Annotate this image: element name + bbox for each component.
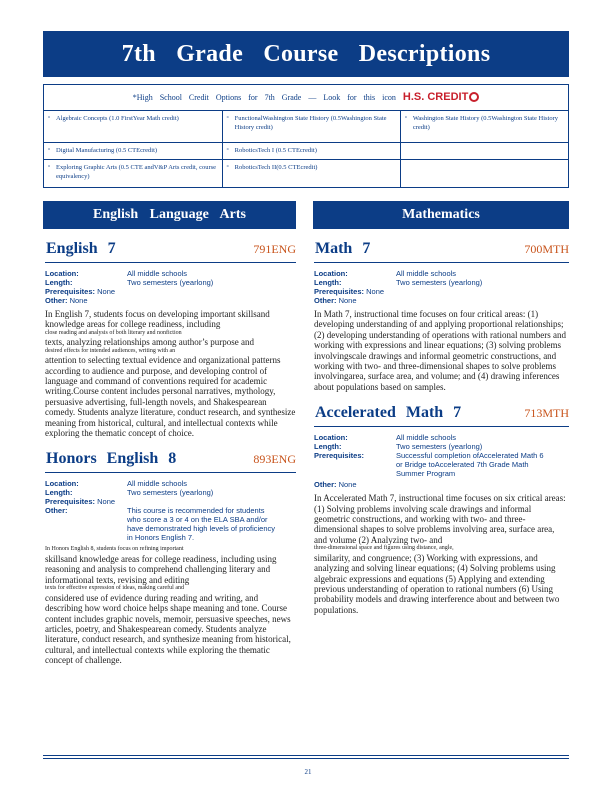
course-title-bar: [45, 442, 296, 473]
table-cell: ▫ RoboticsTech II(0.5 CTEcredit): [222, 159, 400, 187]
table-cell: [400, 142, 568, 159]
bullet-icon: ▫: [48, 146, 51, 153]
bullet-icon: ▫: [226, 163, 229, 170]
location-row: Location: All middle schools: [314, 269, 457, 278]
table-cell: ▫ Exploring Graphic Arts (0.5 CTE andV&P Arts credit, course equivalency): [44, 159, 222, 187]
bullet-icon: ▫: [226, 115, 229, 121]
course-code: 713MTH: [524, 406, 569, 421]
course-code: 893ENG: [253, 452, 296, 467]
course-description: [314, 493, 569, 615]
course-name: Honors English 8: [46, 450, 177, 468]
length-row: Length: Two semesters (yearlong): [45, 278, 214, 287]
course-code: 791ENG: [253, 242, 296, 256]
course-title-bar: [314, 396, 569, 427]
table-cell: ▫ RoboticsTech I (0.5 CTEcredit): [222, 142, 400, 159]
other-row: Other: None: [314, 296, 357, 305]
course-description: [45, 546, 296, 665]
course-code: 700MTH: [524, 242, 569, 256]
table-cell: ▫ Digital Manufacturing (0.5 CTEcredit): [44, 142, 222, 159]
credit-options-header: [44, 85, 568, 111]
location-row: Location: All middle schools: [45, 479, 188, 489]
description-small-text: three-dimensional space and figures using distance, angle,: [314, 545, 454, 552]
prereq-row: Prerequisites: None: [45, 497, 116, 507]
other-row: Other: None: [45, 296, 88, 305]
course-meta: [45, 269, 296, 305]
description-text: In English 7, students focus on developing important skillsand knowledge areas for college readiness, including: [45, 309, 270, 330]
course-meta: [314, 269, 569, 305]
course-name: Accelerated Math 7: [315, 404, 462, 422]
table-cell: [400, 159, 568, 187]
math-column: [314, 232, 569, 615]
hs-credit-badge-icon: [469, 92, 479, 102]
description-small-text: desired effects for intended audiences, writing with an: [45, 347, 176, 354]
bullet-icon: ▫: [48, 163, 51, 170]
other-row: Other: None: [314, 480, 357, 490]
description-small-text: close reading and analysis of both literary and nonfiction: [45, 329, 182, 336]
table-cell: ▫ Washington State History (0.5Washington State History credit): [400, 111, 568, 142]
hs-credit-icon-label: H.S. CREDIT: [402, 91, 469, 103]
footer-rule: [43, 758, 569, 759]
credit-options-header-text: *High School Credit Options for 7th Grade — Look for this icon: [132, 93, 396, 102]
location-row: Location: All middle schools: [314, 433, 457, 443]
table-cell: ▫ FunctionalWashington State History (0.5Washington State History credit): [222, 111, 400, 142]
course-title-bar: [45, 232, 296, 263]
course-meta: [314, 433, 569, 489]
course-math-7: [314, 232, 569, 392]
description-text: considered use of evidence during reading and writing, and describing how word choice helps shape meaning and tone. Course content includes graphic novels, memoir, persuasive speeches, news articles, poetry, and Shakespearean comedy. Students analyze literature, conduct research, and synthesize meaning from historical, cultural, and intellectual contexts while exploring the thematic concept of challenge.: [45, 592, 291, 666]
table-row: [44, 142, 568, 159]
course-honors-english-8: [45, 442, 296, 665]
page-title: 7th Grade Course Descriptions: [43, 31, 569, 77]
description-small-text: In Honors English 8, students focus on refining important: [45, 546, 184, 553]
ela-section-header: English Language Arts: [43, 201, 296, 229]
other-row: Other: This course is recommended for students who score a 3 or 4 on the ELA SBA and/or have demonstrated high levels of proficiency in Honors English 7.: [45, 506, 276, 543]
table-row: [44, 159, 568, 187]
course-description: [314, 309, 569, 392]
bullet-icon: ▫: [48, 115, 51, 121]
course-name: Math 7: [315, 240, 371, 257]
hs-credit-icon: [403, 91, 479, 103]
description-text: attention to selecting textual evidence and organizational patterns according to audience and purpose, and developing control of language and command of conventions required for academic writing.Course content includes personal narratives, mythology, persuasive advertising, full-length novels, and Shakespearean comedy. Students analyze literature, conduct research, and synthesize meaning from historical, cultural, and intellectual contexts while exploring the thematic concept of choice.: [45, 355, 296, 439]
footer-rule: [43, 755, 569, 756]
course-description: [45, 309, 296, 438]
ela-column: [45, 232, 296, 666]
prereq-row: Prerequisites: Successful completion ofAccelerated Math 6 or Bridge toAccelerated 7th Grade Math Summer Program: [314, 451, 544, 479]
description-text: similarity, and congruence; (3) Working with expressions, and analyzing and solving linear equations; (4) Solving problems using algebraic expressions and equations (5) Applying and extending previous understanding of operation to rational numbers (6) Using probability models and drawing interference about and between two populations.: [314, 552, 560, 615]
credit-options-table: [44, 111, 568, 187]
bullet-icon: ▫: [226, 146, 229, 153]
description-small-text: texts for effective expression of ideas, making careful and: [45, 585, 185, 592]
length-row: Length: Two semesters (yearlong): [314, 278, 483, 287]
page-number: 21: [304, 768, 312, 776]
description-text: In Math 7, instructional time focuses on four critical areas: (1) developing understanding of and applying proportional relationships; (2) developing understanding of operations with rational numbers and working with expressions and linear equations; (3) solving problems involvingscale drawings and informal geometric constructions, and working with two- and three-dimensional shapes to solve problems involvingarea, surface area, and volume; and (4) drawing inferences about populations based on samples.: [314, 309, 566, 392]
description-text: texts, analyzing relationships among author’s purpose and: [45, 337, 255, 348]
description-text: In Accelerated Math 7, instructional time focuses on six critical areas: (1) Solving problems involving scale drawings and informal geometric constructions, and working with two- and three-dimensional shapes to solve problems involving area, surface area, and volume (2) Analyzing two- and: [314, 493, 566, 545]
table-cell: ▫ Algebraic Concepts (1.0 FirstYear Math credit): [44, 111, 222, 142]
course-title-bar: [314, 232, 569, 263]
location-row: Location: All middle schools: [45, 269, 188, 278]
bullet-icon: ▫: [404, 115, 407, 121]
course-english-7: [45, 232, 296, 438]
length-row: Length: Two semesters (yearlong): [314, 442, 483, 452]
credit-options-box: [43, 84, 569, 188]
prereq-row: Prerequisites: None: [314, 287, 385, 296]
course-meta: [45, 479, 296, 542]
length-row: Length: Two semesters (yearlong): [45, 488, 214, 498]
math-section-header: Mathematics: [313, 201, 569, 229]
description-text: skillsand knowledge areas for college readiness, including using reasoning and analysis to comprehend challenging literary and informational texts, revising and editing: [45, 553, 277, 585]
course-accelerated-math-7: [314, 396, 569, 615]
prereq-row: Prerequisites: None: [45, 287, 116, 296]
course-name: English 7: [46, 240, 116, 257]
table-row: [44, 111, 568, 142]
